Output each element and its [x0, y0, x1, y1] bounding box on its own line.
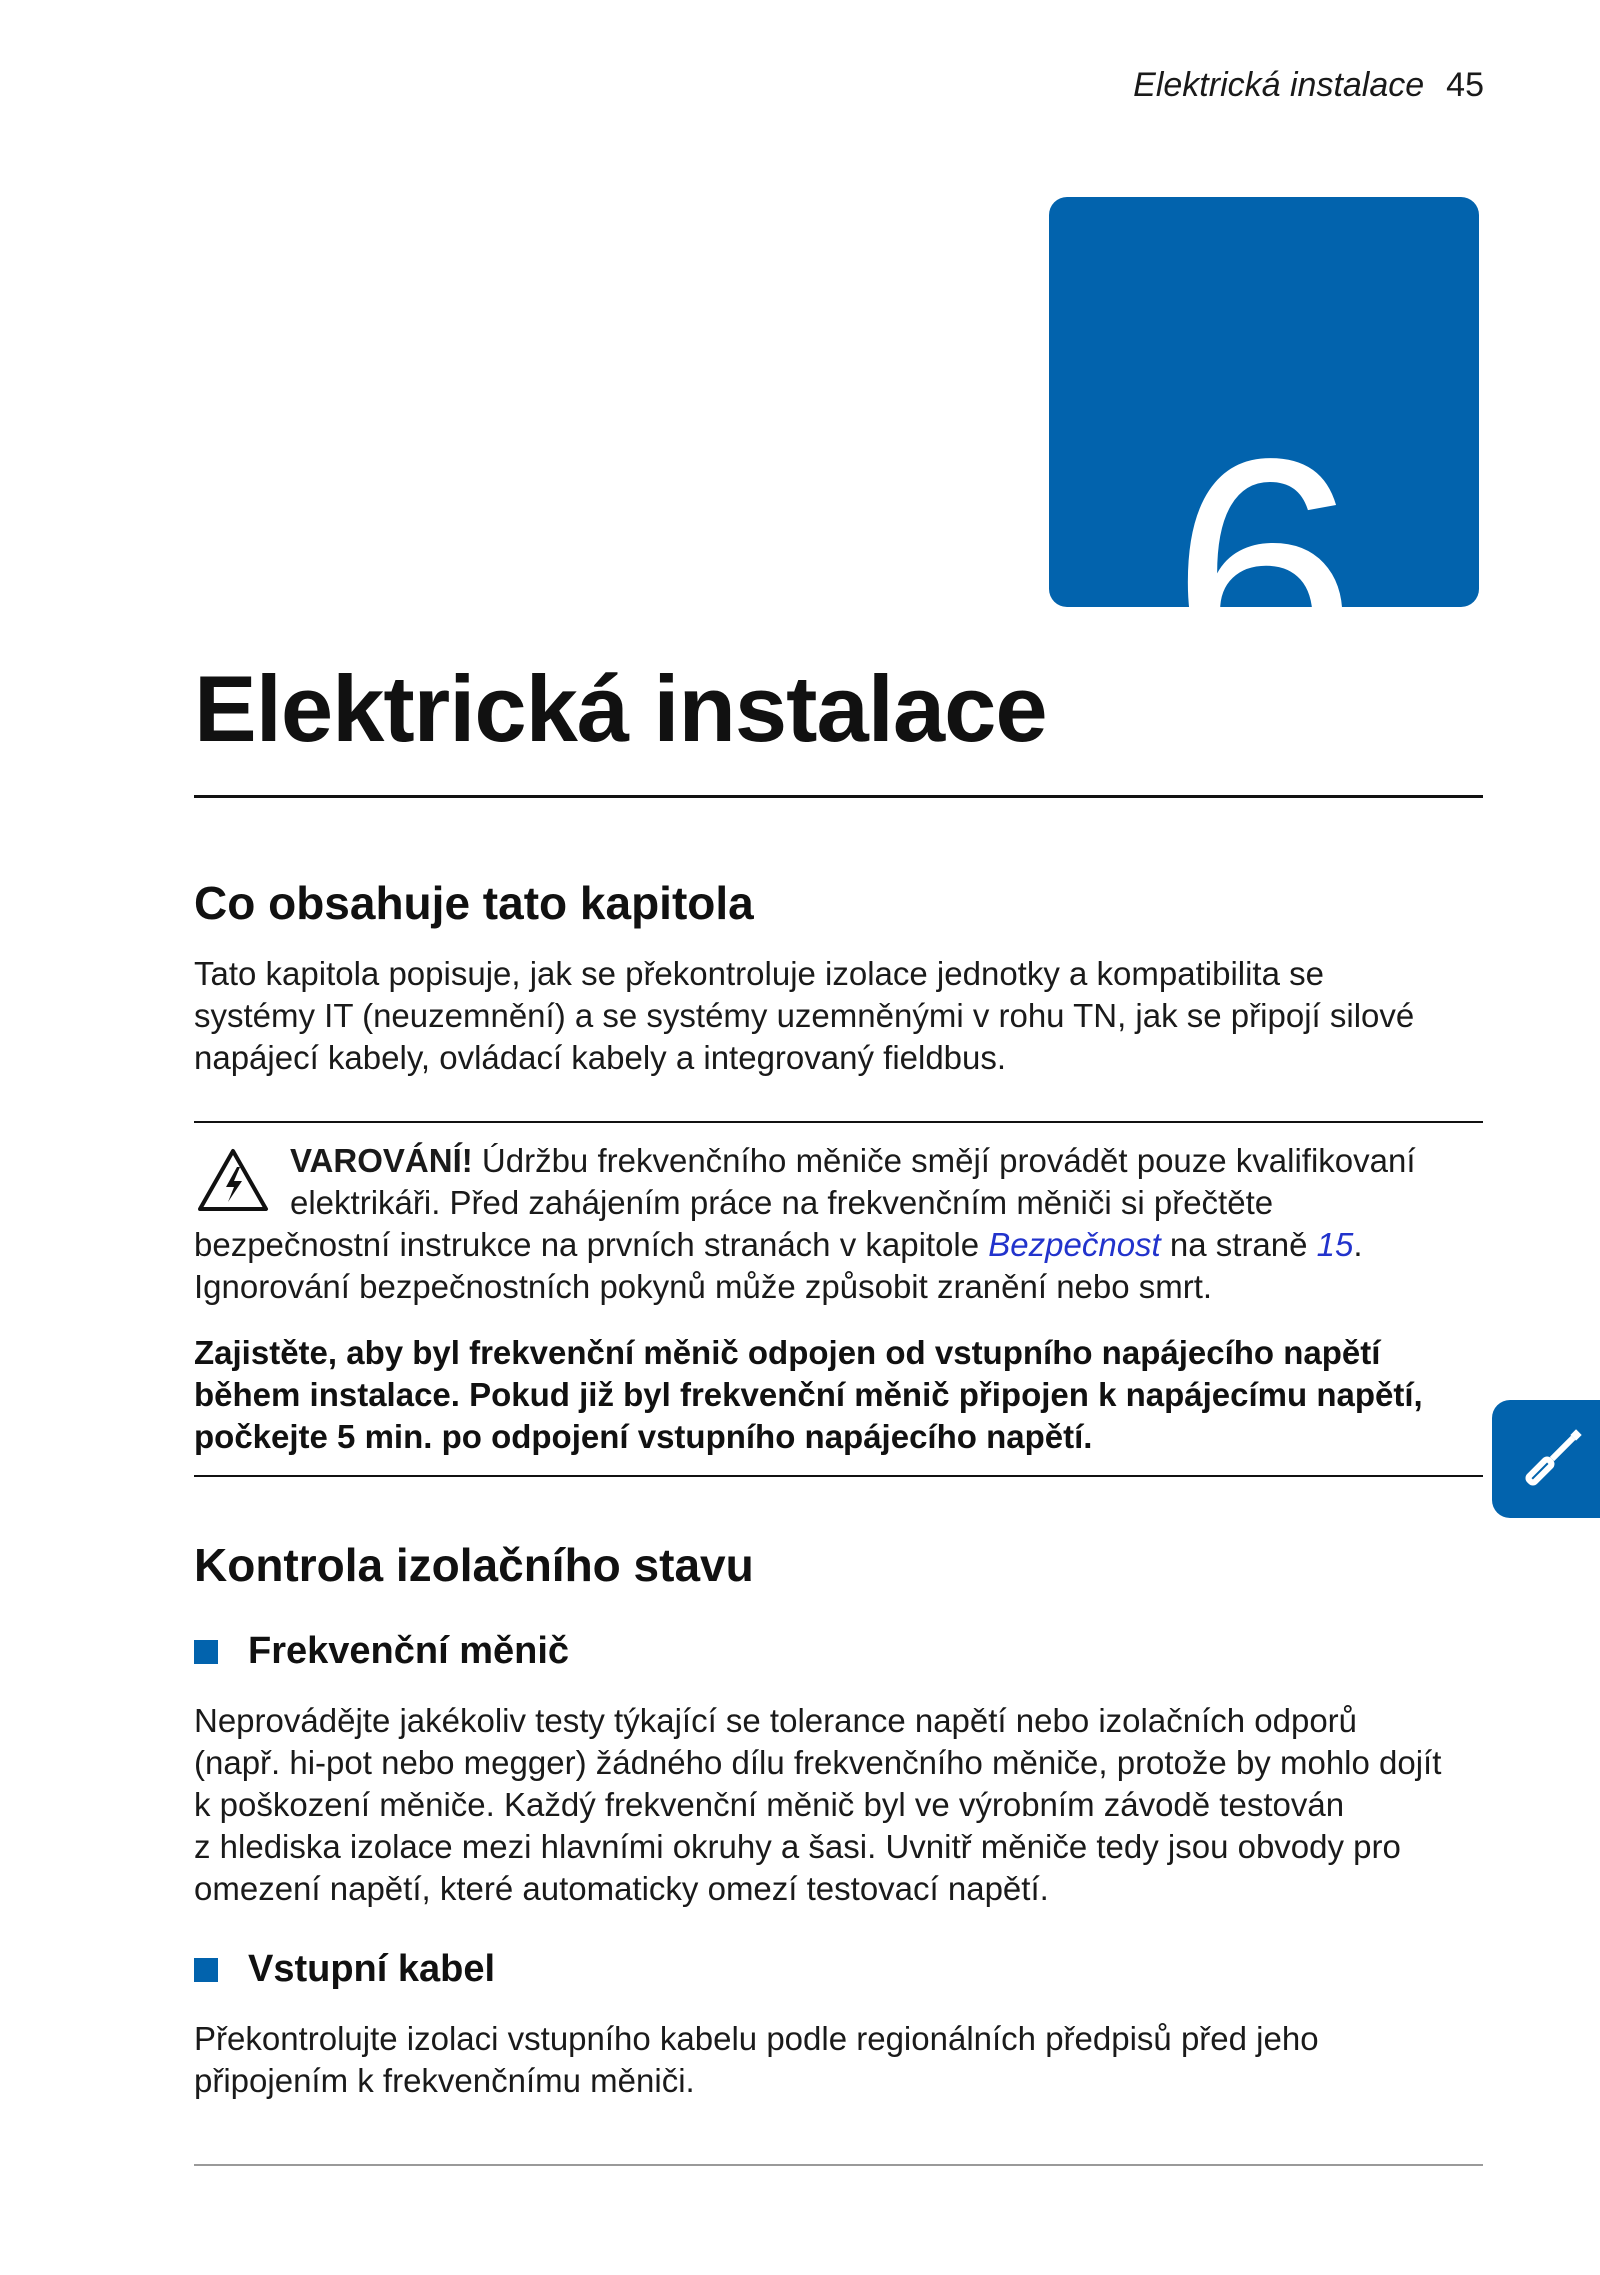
section-contents-paragraph — [194, 953, 1494, 1079]
footer-divider — [194, 2164, 1483, 2166]
paragraph-line: z hlediska izolace mezi hlavními okruhy a šasi. Uvnitř měniče tedy jsou obvody pro — [194, 1828, 1401, 1865]
subheading-input-cable — [194, 1948, 495, 1991]
warning-top-divider — [194, 1121, 1483, 1123]
paragraph-line: omezení napětí, které automaticky omezí testovací napětí. — [194, 1870, 1049, 1907]
square-bullet-icon — [194, 1958, 218, 1982]
paragraph-line: Tato kapitola popisuje, jak se překontroluje izolace jednotky a kompatibilita se — [194, 955, 1324, 992]
paragraph-line: systémy IT (neuzemnění) a se systémy uzemněnými v rohu TN, jak se připojí silové — [194, 997, 1415, 1034]
chapter-number: 6 — [1170, 389, 1358, 763]
subheading-text: Vstupní kabel — [248, 1948, 496, 1990]
paragraph-line: (např. hi-pot nebo megger) žádného dílu frekvenčního měniče, protože by mohlo dojít — [194, 1744, 1442, 1781]
warning-text: na straně — [1160, 1226, 1317, 1263]
paragraph-line: Neprovádějte jakékoliv testy týkající se tolerance napětí nebo izolačních odporů — [194, 1702, 1358, 1739]
paragraph-line: připojením k frekvenčnímu měniči. — [194, 2062, 695, 2099]
warning-text: . — [1353, 1226, 1363, 1263]
paragraph-line: během instalace. Pokud již byl frekvenční měnič připojen k napájecímu napětí, — [194, 1376, 1423, 1413]
warning-bold-paragraph — [194, 1332, 1494, 1458]
section-heading-contents: Co obsahuje tato kapitola — [194, 877, 754, 929]
warning-line-3 — [194, 1224, 1494, 1266]
drive-paragraph — [194, 1700, 1494, 1910]
subheading-text: Frekvenční měnič — [248, 1630, 570, 1672]
square-bullet-icon — [194, 1640, 218, 1664]
warning-line-1 — [194, 1140, 1494, 1182]
warning-label: VAROVÁNÍ! — [290, 1142, 473, 1179]
paragraph-line: Zajistěte, aby byl frekvenční měnič odpojen od vstupního napájecího napětí — [194, 1334, 1381, 1371]
input-cable-paragraph — [194, 2018, 1494, 2102]
safety-chapter-link[interactable]: Bezpečnost — [988, 1226, 1161, 1263]
title-divider — [194, 795, 1483, 798]
subheading-drive — [194, 1630, 569, 1673]
paragraph-line: k poškození měniče. Každý frekvenční měnič byl ve výrobním závodě testován — [194, 1786, 1345, 1823]
chapter-side-tab — [1492, 1400, 1600, 1518]
running-header — [1133, 66, 1484, 105]
paragraph-line: napájecí kabely, ovládací kabely a integrovaný fieldbus. — [194, 1039, 1007, 1076]
warning-text: Údržbu frekvenčního měniče smějí provádět pouze kvalifikovaní — [472, 1142, 1416, 1179]
screwdriver-icon — [1504, 1414, 1600, 1504]
chapter-number-box — [1049, 197, 1479, 763]
page-number: 45 — [1446, 66, 1484, 104]
paragraph-line: Překontrolujte izolaci vstupního kabelu podle regionálních předpisů před jeho — [194, 2020, 1319, 2057]
section-heading-insulation: Kontrola izolačního stavu — [194, 1539, 754, 1591]
paragraph-line: počkejte 5 min. po odpojení vstupního napájecího napětí. — [194, 1418, 1093, 1455]
warning-text: bezpečnostní instrukce na prvních stranách v kapitole — [194, 1226, 989, 1263]
warning-paragraph — [194, 1140, 1494, 1308]
warning-line-4: Ignorování bezpečnostních pokynů může způsobit zranění nebo smrt. — [194, 1268, 1213, 1305]
chapter-title: Elektrická instalace — [194, 656, 1047, 761]
safety-page-link[interactable]: 15 — [1316, 1226, 1354, 1263]
warning-line-2: elektrikáři. Před zahájením práce na frekvenčním měniči si přečtěte — [290, 1184, 1274, 1221]
running-title: Elektrická instalace — [1133, 66, 1425, 104]
warning-bottom-divider — [194, 1475, 1483, 1477]
